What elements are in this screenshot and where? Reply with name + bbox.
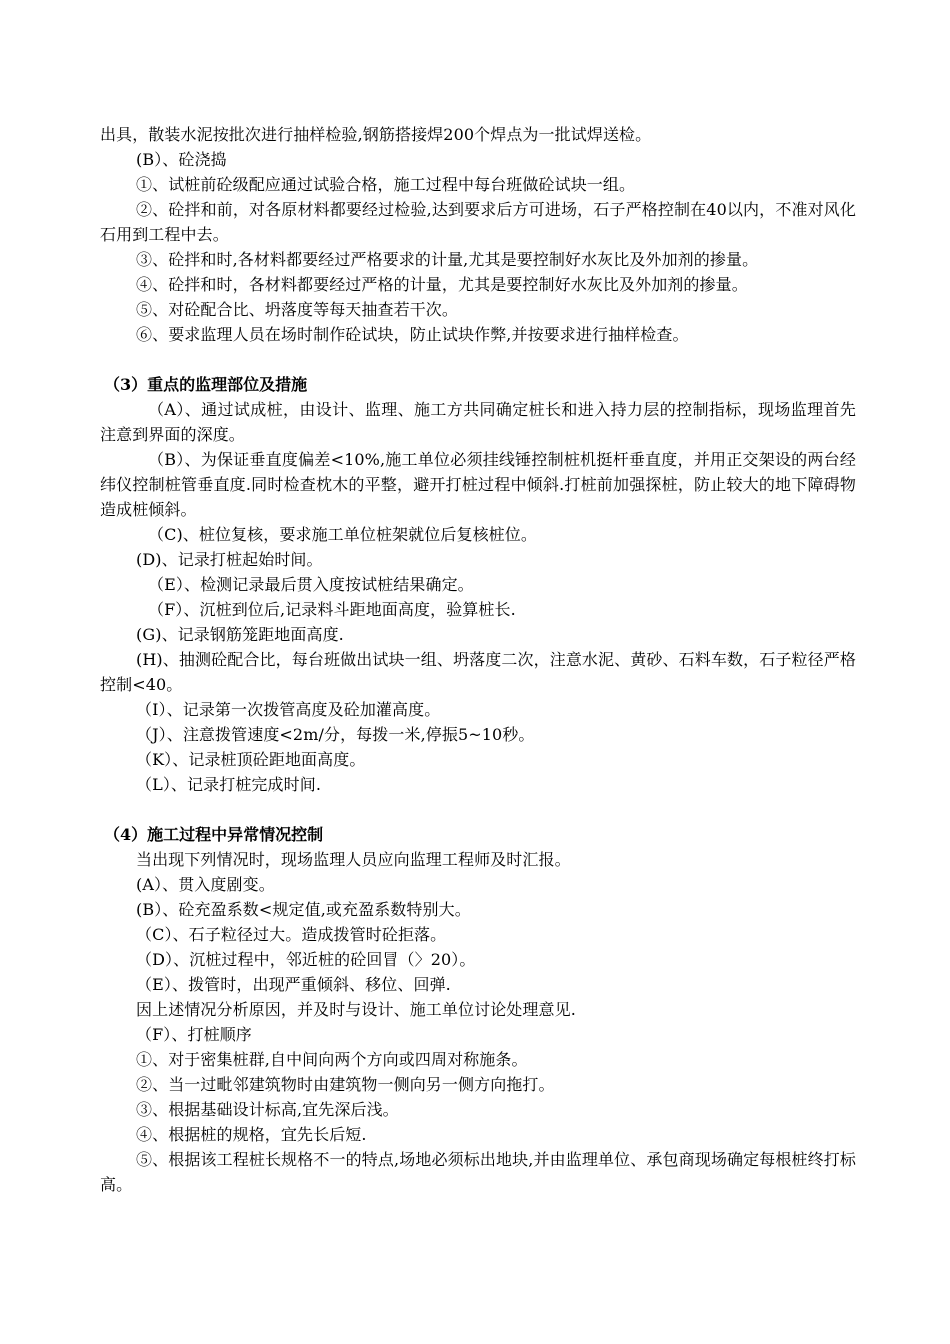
section-heading: （4）施工过程中异常情况控制 bbox=[104, 825, 324, 844]
spacer bbox=[100, 347, 856, 372]
continuation-paragraph: 出具，散装水泥按批次进行抽样检验,钢筋搭接焊200个焊点为一批试焊送检。 bbox=[100, 125, 652, 144]
list-item: （B）、为保证垂直度偏差<10%,施工单位必须挂线锤控制桩机挺杆垂直度，并用正交架设的两台经纬仪控制桩管垂直度.同时检查枕木的平整，避开打桩过程中倾斜.打桩前加强探桩，防止较大的地下障碍物造成桩倾斜。 bbox=[100, 450, 856, 519]
list-item: （C）、石子粒径过大。造成拨管时砼拒落。 bbox=[136, 925, 447, 944]
list-item: ③、根据基础设计标高,宜先深后浅。 bbox=[136, 1100, 399, 1119]
spacer bbox=[100, 797, 856, 822]
list-item: ④、砼拌和时，各材料都要经过严格的计量，尤其是要控制好水灰比及外加剂的掺量。 bbox=[136, 275, 748, 294]
list-item: ②、砼拌和前，对各原材料都要经过检验,达到要求后方可进场，石子严格控制在40以内，不准对风化石用到工程中去。 bbox=[100, 200, 856, 244]
subsection-title-concrete-pouring: (B）、砼浇捣 bbox=[136, 150, 227, 169]
list-item: ②、当一过毗邻建筑物时由建筑物一侧向另一侧方向拖打。 bbox=[136, 1075, 555, 1094]
analysis-paragraph: 因上述情况分析原因，并及时与设计、施工单位讨论处理意见. bbox=[136, 1000, 576, 1019]
list-item: （I）、记录第一次拨管高度及砼加灌高度。 bbox=[136, 700, 441, 719]
section-concrete-pouring bbox=[100, 122, 856, 347]
list-item: ⑤、对砼配合比、坍落度等每天抽查若干次。 bbox=[136, 300, 459, 319]
list-item: （E）、拨管时，出现严重倾斜、移位、回弹. bbox=[136, 975, 451, 994]
subsection-title-piling-order: （F）、打桩顺序 bbox=[136, 1025, 252, 1044]
section-key-supervision bbox=[100, 372, 856, 797]
list-item: (G)、记录钢筋笼距地面高度. bbox=[136, 625, 344, 644]
section-abnormal-control bbox=[100, 822, 856, 1197]
list-item: (D)、记录打桩起始时间。 bbox=[136, 550, 323, 569]
list-item: （L）、记录打桩完成时间. bbox=[136, 775, 322, 794]
document-page bbox=[100, 122, 856, 1197]
list-item: ④、根据桩的规格，宜先长后短. bbox=[136, 1125, 367, 1144]
list-item: （J）、注意拨管速度<2m/分，每拨一米,停振5~10秒。 bbox=[136, 725, 535, 744]
list-item: （C)、桩位复核，要求施工单位桩架就位后复核桩位。 bbox=[148, 525, 537, 544]
list-item: (A）、贯入度剧变。 bbox=[136, 875, 275, 894]
list-item: （D）、沉桩过程中，邻近桩的砼回冒（〉20）。 bbox=[136, 950, 476, 969]
list-item: (B）、砼充盈系数<规定值,或充盈系数特别大。 bbox=[136, 900, 471, 919]
section-heading: （3）重点的监理部位及措施 bbox=[104, 375, 308, 394]
list-item: (H)、抽测砼配合比，每台班做出试块一组、坍落度二次，注意水泥、黄砂、石料车数，石子粒径严格控制<40。 bbox=[100, 650, 856, 694]
list-item: ①、对于密集桩群,自中间向两个方向或四周对称施条。 bbox=[136, 1050, 528, 1069]
list-item: ⑥、要求监理人员在场时制作砼试块，防止试块作弊,并按要求进行抽样检查。 bbox=[136, 325, 689, 344]
list-item: ⑤、根据该工程桩长规格不一的特点,场地必须标出地块,并由监理单位、承包商现场确定每根桩终打标高。 bbox=[100, 1150, 856, 1194]
list-item: （F）、沉桩到位后,记录料斗距地面高度，验算桩长. bbox=[148, 600, 516, 619]
list-item: ③、砼拌和时,各材料都要经过严格要求的计量,尤其是要控制好水灰比及外加剂的掺量。 bbox=[136, 250, 759, 269]
list-item: （E）、检测记录最后贯入度按试桩结果确定。 bbox=[148, 575, 474, 594]
list-item: ①、试桩前砼级配应通过试验合格，施工过程中每台班做砼试块一组。 bbox=[136, 175, 636, 194]
list-item: （A）、通过试成桩，由设计、监理、施工方共同确定桩长和进入持力层的控制指标，现场监理首先注意到界面的深度。 bbox=[100, 400, 856, 444]
intro-paragraph: 当出现下列情况时，现场监理人员应向监理工程师及时汇报。 bbox=[136, 850, 571, 869]
list-item: （K）、记录桩顶砼距地面高度。 bbox=[136, 750, 366, 769]
